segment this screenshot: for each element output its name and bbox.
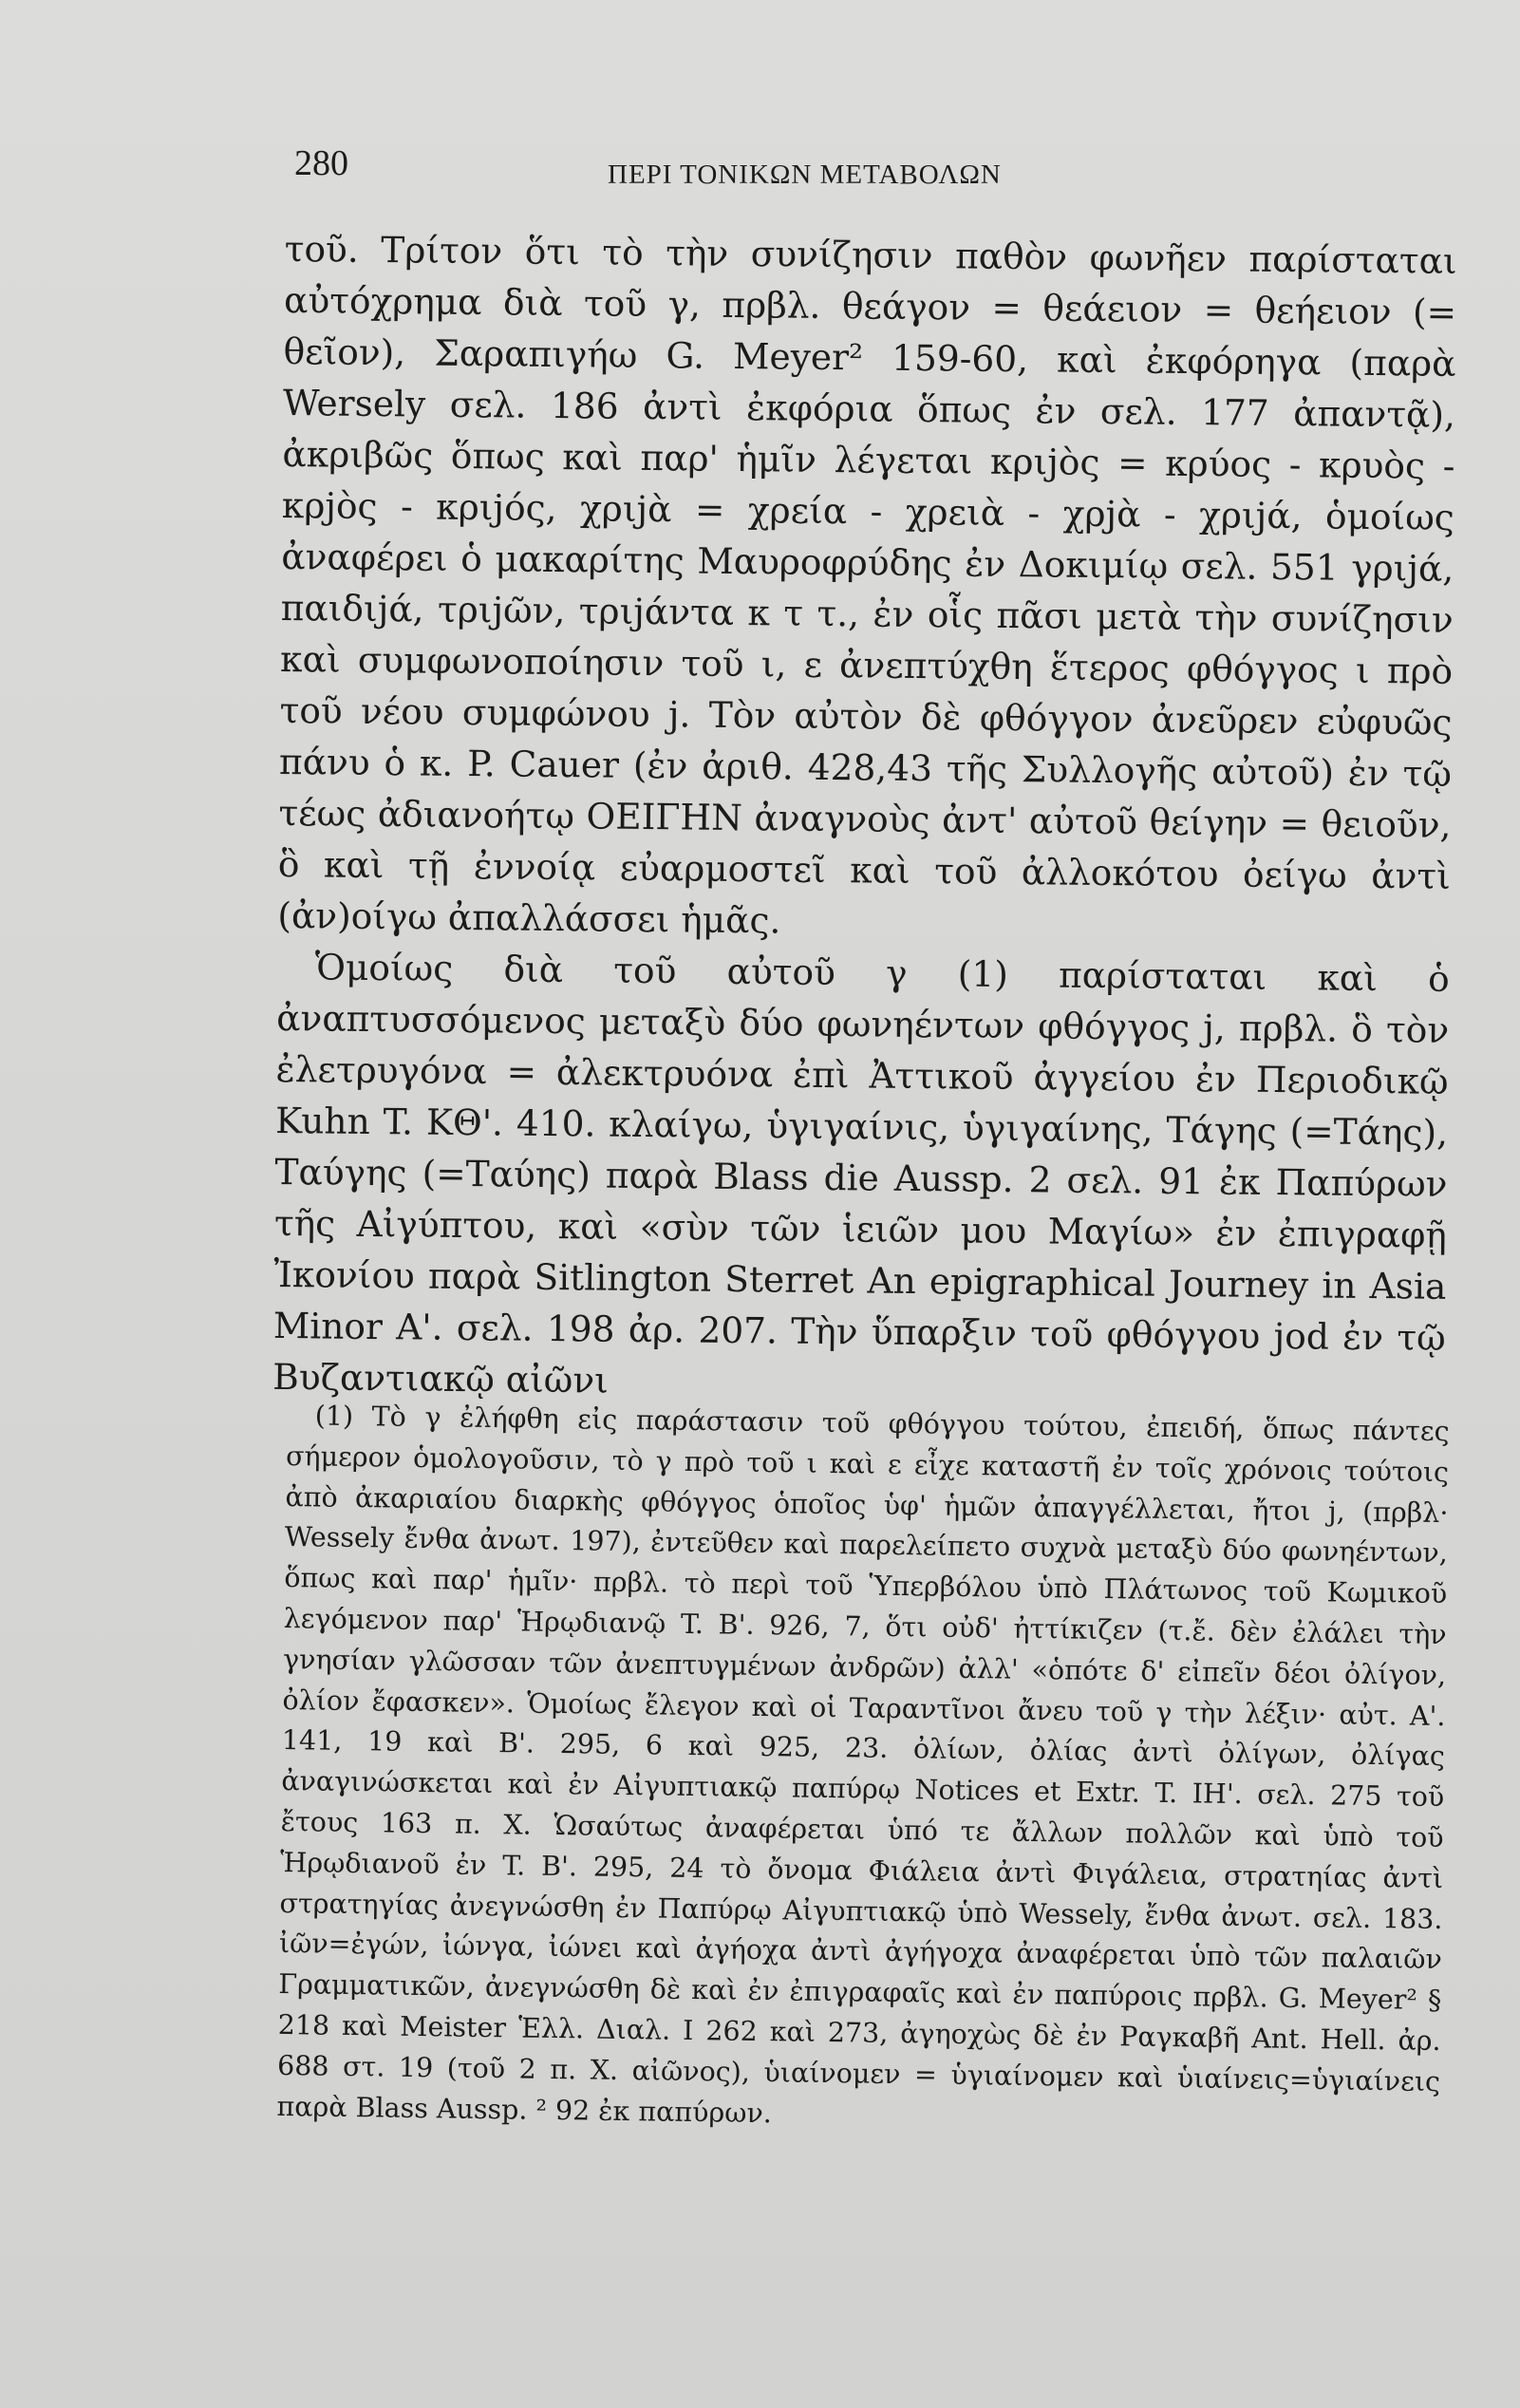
- footnote-1: (1) Τὸ γ ἐλήφθη εἰς παράστασιν τοῦ φθόγγου τούτου, ἐπειδή, ὅπως πάντες σήμερον ὁμολογοῦσιν, τὸ γ πρὸ τοῦ ι καὶ ε εἶχε καταστῆ ἐν τοῖς χρόνοις τούτοις ἀπὸ ἀκαριαίου διαρκὴς φθόγγος ὁποῖος ὑφ' ἡμῶν ἀπαγγέλλεται, ἤτοι j, (πρβλ· Wessely ἔνθα ἀνωτ. 197), ἐντεῦθεν καὶ παρελείπετο συχνὰ μεταξὺ δύο φωνηέντων, ὅπως καὶ παρ' ἡμῖν· πρβλ. τὸ περὶ τοῦ Ὑπερβόλου ὑπὸ Πλάτωνος τοῦ Κωμικοῦ λεγόμενον παρ' Ἡρῳδιανῷ T. B'. 926, 7, ὅτι οὐδ' ἠττίκιζεν (τ.ἔ. δὲν ἐλάλει τὴν γνησίαν γλῶσσαν τῶν ἀνεπτυγμένων ἀνδρῶν) ἀλλ' «ὁπότε δ' εἰπεῖν δέοι ὀλίγον, ὀλίον ἔφασκεν». Ὁμοίως ἔλεγον καὶ οἱ Ταραντῖνοι ἄνευ τοῦ γ τὴν λέξιν· αὐτ. A'. 141, 19 καὶ B'. 295, 6 καὶ 925, 23. ὀλίων, ὀλίας ἀντὶ ὀλίγων, ὀλίγας ἀναγινώσκεται καὶ ἐν Αἰγυπτιακῷ παπύρῳ Notices et Extr. T. IH'. σελ. 275 τοῦ ἔτους 163 π. X. Ὡσαύτως ἀναφέρεται ὑπό τε ἄλλων πολλῶν καὶ ὑπὸ τοῦ Ἡρῳδιανοῦ ἐν T. B'. 295, 24 τὸ ὄνομα Φιάλεια ἀντὶ Φιγάλεια, στρατηίας ἀντὶ στρατηγίας ἀνεγνώσθη ἐν Παπύρῳ Αἰγυπτιακῷ ὑπὸ Wessely, ἔνθα ἀνωτ. σελ. 183. ἰῶν=ἐγών, ἰώνγα, ἰώνει καὶ ἀγήοχα ἀντὶ ἀγήγοχα ἀναφέρεται ὑπὸ τῶν παλαιῶν Γραμματικῶν, ἀνεγνώσθη δὲ καὶ ἐν ἐπιγραφαῖς καὶ ἐν παπύροις πρβλ. G. Meyer² § 218 καὶ Meister Ἑλλ. Διαλ. I 262 καὶ 273, ἀγηοχὼς δὲ ἐν Ραγκαβῆ Ant. Hell. ἀρ. 688 στ. 19 (τοῦ 2 π. X. αἰῶνος), ὑιαίνομεν = ὑγιαίνομεν καὶ ὑιαίνεις=ὑγιαίνεις παρὰ Blass Aussp. ² 92 ἐκ παπύρων.: [276, 1400, 1450, 2129]
- running-title: ΠΕΡΙ ΤΟΝΙΚΩΝ ΜΕΤΑΒΟΛΩΝ: [608, 160, 1002, 190]
- main-paragraph-1: τοῦ. Τρίτον ὅτι τὸ τὴν συνίζησιν παθὸν φωνῆεν παρίσταται αὐτόχρημα διὰ τοῦ γ, πρβλ. θεάγον = θεάειον = θεήειον (= θεῖον), Σαραπιγήω G. Meyer² 159-60, καὶ ἐκφόρηγα (παρὰ Wersely σελ. 186 ἀντὶ ἐκφόρια ὅπως ἐν σελ. 177 ἀπαντᾷ), ἀκριβῶς ὅπως καὶ παρ' ἡμῖν λέγεται κριjὸς = κρύος - κρυὸς - κρjὸς - κριjός, χριjὰ = χρεία - χρειὰ - χρjὰ - χριjά, ὁμοίως ἀναφέρει ὁ μακαρίτης Μαυροφρύδης ἐν Δοκιμίῳ σελ. 551 γριjά, παιδιjά, τριjῶν, τριjάντα κ τ τ., ἐν οἷς πᾶσι μετὰ τὴν συνίζησιν καὶ συμφωνοποίησιν τοῦ ι, ε ἀνεπτύχθη ἕτερος φθόγγος ι πρὸ τοῦ νέου συμφώνου j. Τὸν αὐτὸν δὲ φθόγγον ἀνεῦρεν εὐφυῶς πάνυ ὁ κ. P. Cauer (ἐν ἀριθ. 428,43 τῆς Συλλογῆς αὐτοῦ) ἐν τῷ τέως ἀδιανοήτῳ ΟΕΙΓΗΝ ἀναγνοὺς ἀντ' αὐτοῦ θείγην = θειοῦν, ὃ καὶ τῇ ἐννοίᾳ εὐαρμοστεῖ καὶ τοῦ ἀλλοκότου ὀείγω ἀντὶ (ἀν)οίγω ἀπαλλάσσει ἡμᾶς.: [277, 227, 1457, 942]
- main-text: [272, 223, 1457, 1415]
- footnote-section: [276, 1396, 1450, 2143]
- page-header: [294, 142, 1244, 199]
- page-number: 280: [294, 143, 348, 183]
- main-paragraph-2: Ὁμοίως διὰ τοῦ αὐτοῦ γ (1) παρίσταται καὶ ὁ ἀναπτυσσόμενος μεταξὺ δύο φωνηέντων φθόγγος j, πρβλ. ὃ τὸν ἐλετρυγόνα = ἀλεκτρυόνα ἐπὶ Ἀττικοῦ ἀγγείου ἐν Περιοδικῷ Kuhn T. ΚΘ'. 410. κλαίγω, ὑγιγαίνις, ὑγιγαίνης, Τάγης (=Τάης), Ταύγης (=Ταύης) παρὰ Blass die Aussp. 2 σελ. 91 ἐκ Παπύρων τῆς Αἰγύπτου, καὶ «σὺν τῶν ἱειῶν μου Μαγίω» ἐν ἐπιγραφῇ Ἰκονίου παρὰ Sitlington Sterret An epigraphical Journey in Asia Minor A'. σελ. 198 ἀρ. 207. Τὴν ὕπαρξιν τοῦ φθόγγου jod ἐν τῷ Βυζαντιακῷ αἰῶνι: [272, 946, 1450, 1402]
